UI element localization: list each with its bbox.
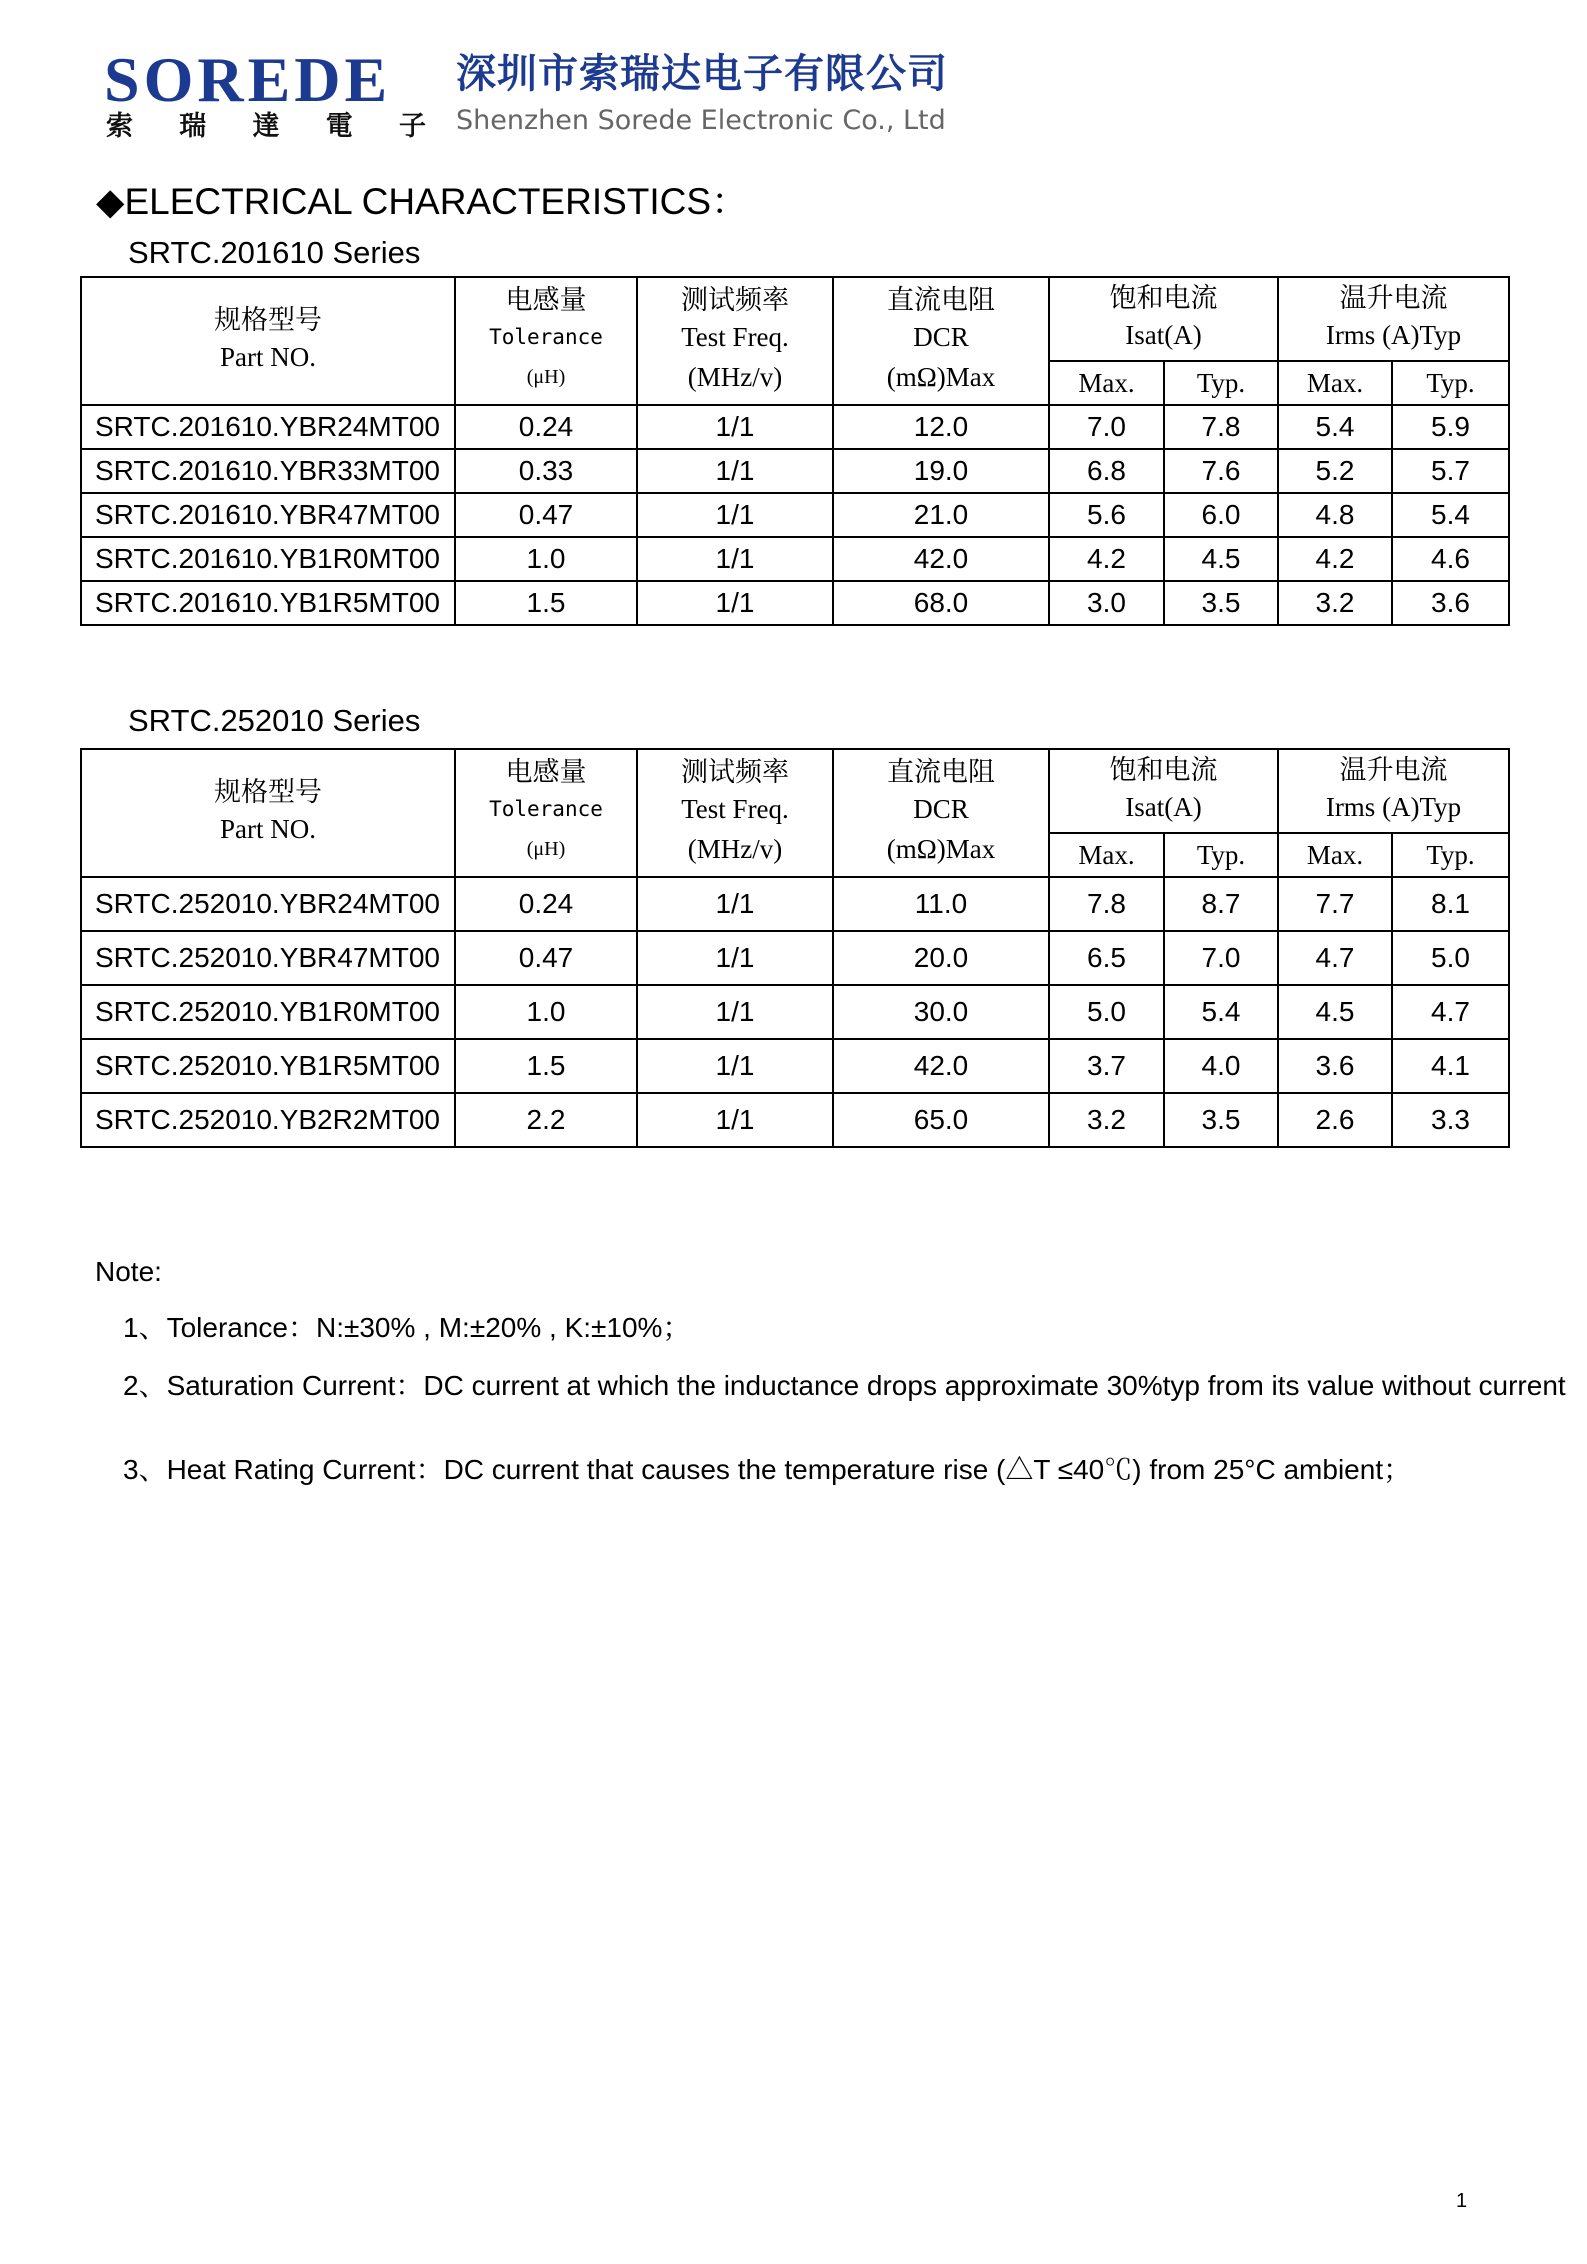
irms-typ-cell: 5.0 — [1392, 931, 1509, 985]
dcr-cell: 68.0 — [833, 581, 1049, 625]
test-freq-cell: 1/1 — [637, 493, 833, 537]
header-isat-en: Isat(A) — [1125, 320, 1202, 350]
irms-typ-cell: 4.7 — [1392, 985, 1509, 1039]
table-row — [81, 877, 1509, 931]
irms-max-cell: 3.2 — [1278, 581, 1392, 625]
part-number-cell: SRTC.252010.YB1R5MT00 — [81, 1039, 455, 1093]
inductance-cell: 1.0 — [455, 537, 637, 581]
test-freq-cell: 1/1 — [637, 877, 833, 931]
irms-max-cell: 5.2 — [1278, 449, 1392, 493]
test-freq-cell: 1/1 — [637, 537, 833, 581]
part-number-cell: SRTC.252010.YBR47MT00 — [81, 931, 455, 985]
header-part-no — [81, 277, 455, 405]
note-item-tolerance: 1、Tolerance：N:±30% , M:±20% , K:±10%； — [123, 1312, 691, 1343]
inductance-cell: 0.24 — [455, 405, 637, 449]
irms-typ-cell: 5.4 — [1392, 493, 1509, 537]
test-freq-cell: 1/1 — [637, 931, 833, 985]
header-isat-cn: 饱和电流 — [1109, 283, 1218, 314]
header-test-freq-cn: 测试频率 — [681, 757, 789, 788]
header-dcr-unit: (mΩ)Max — [886, 362, 996, 392]
irms-max-cell: 4.7 — [1278, 931, 1392, 985]
irms-max-cell: 2.6 — [1278, 1093, 1392, 1147]
irms-max-cell: 4.8 — [1278, 493, 1392, 537]
company-name-chinese: 深圳市索瑞达电子有限公司 — [456, 51, 948, 97]
header-irms-typ: Typ. — [1392, 361, 1509, 405]
irms-typ-cell: 3.6 — [1392, 581, 1509, 625]
test-freq-cell: 1/1 — [637, 985, 833, 1039]
inductance-cell: 0.47 — [455, 493, 637, 537]
header-isat — [1049, 277, 1278, 361]
inductance-cell: 1.5 — [455, 581, 637, 625]
irms-typ-cell: 3.3 — [1392, 1093, 1509, 1147]
header-part-no-cn: 规格型号 — [214, 777, 322, 808]
isat-typ-cell: 7.8 — [1164, 405, 1278, 449]
header-dcr-en: DCR — [913, 794, 969, 824]
spec-table-252010 — [80, 748, 1510, 1148]
irms-max-cell: 4.2 — [1278, 537, 1392, 581]
isat-typ-cell: 4.0 — [1164, 1039, 1278, 1093]
part-number-cell: SRTC.201610.YB1R5MT00 — [81, 581, 455, 625]
header-test-freq-en: Test Freq. — [681, 794, 789, 824]
notes-section — [95, 1255, 1566, 1485]
company-name — [456, 50, 948, 138]
logo-char: 瑞 — [179, 111, 207, 142]
irms-max-cell: 5.4 — [1278, 405, 1392, 449]
header-irms — [1278, 277, 1509, 361]
dcr-cell: 65.0 — [833, 1093, 1049, 1147]
logo-wordmark: SOREDE — [104, 44, 392, 115]
irms-typ-cell: 4.6 — [1392, 537, 1509, 581]
inductance-cell: 0.24 — [455, 877, 637, 931]
inductance-cell: 2.2 — [455, 1093, 637, 1147]
irms-typ-cell: 4.1 — [1392, 1039, 1509, 1093]
header-test-freq-cn: 测试频率 — [681, 285, 789, 316]
logo-char: 達 — [252, 111, 280, 142]
header-dcr — [833, 749, 1049, 877]
irms-max-cell: 3.6 — [1278, 1039, 1392, 1093]
table-row — [81, 537, 1509, 581]
header-inductance-tolerance: Tolerance — [489, 325, 603, 349]
dcr-cell: 11.0 — [833, 877, 1049, 931]
isat-typ-cell: 7.6 — [1164, 449, 1278, 493]
series-title: SRTC.252010 Series — [128, 703, 421, 738]
isat-max-cell: 7.8 — [1049, 877, 1164, 931]
isat-max-cell: 3.2 — [1049, 1093, 1164, 1147]
irms-typ-cell: 5.7 — [1392, 449, 1509, 493]
irms-max-cell: 7.7 — [1278, 877, 1392, 931]
table-row — [81, 493, 1509, 537]
header-irms-en: Irms (A)Typ — [1325, 320, 1462, 350]
header-test-freq — [637, 277, 833, 405]
table-row — [81, 1093, 1509, 1147]
part-number-cell: SRTC.201610.YBR24MT00 — [81, 405, 455, 449]
isat-typ-cell: 6.0 — [1164, 493, 1278, 537]
company-name-english: Shenzhen Sorede Electronic Co., Ltd — [456, 105, 946, 136]
notes-heading: Note: — [95, 1256, 162, 1287]
part-number-cell: SRTC.252010.YB2R2MT00 — [81, 1093, 455, 1147]
part-number-cell: SRTC.201610.YBR47MT00 — [81, 493, 455, 537]
header-isat-typ: Typ. — [1164, 833, 1278, 877]
table-row — [81, 449, 1509, 493]
header-irms-cn: 温升电流 — [1339, 755, 1448, 786]
table-row — [81, 931, 1509, 985]
logo-chinese-chars — [104, 112, 426, 142]
isat-max-cell: 6.8 — [1049, 449, 1164, 493]
part-number-cell: SRTC.201610.YBR33MT00 — [81, 449, 455, 493]
spec-table-201610 — [80, 276, 1510, 626]
isat-max-cell: 5.6 — [1049, 493, 1164, 537]
header-test-freq-unit: (MHz/v) — [687, 834, 783, 864]
header-dcr — [833, 277, 1049, 405]
inductance-cell: 1.0 — [455, 985, 637, 1039]
isat-max-cell: 5.0 — [1049, 985, 1164, 1039]
header-inductance — [455, 277, 637, 405]
test-freq-cell: 1/1 — [637, 1039, 833, 1093]
logo-char: 子 — [399, 111, 426, 142]
header-part-no-en: Part NO. — [220, 342, 316, 372]
header-isat-en: Isat(A) — [1125, 792, 1202, 822]
part-number-cell: SRTC.252010.YBR24MT00 — [81, 877, 455, 931]
table-row — [81, 405, 1509, 449]
header-dcr-unit: (mΩ)Max — [886, 834, 996, 864]
header-isat-cn: 饱和电流 — [1109, 755, 1218, 786]
dcr-cell: 20.0 — [833, 931, 1049, 985]
header-irms-cn: 温升电流 — [1339, 283, 1448, 314]
header-inductance-cn: 电感量 — [505, 757, 587, 788]
isat-typ-cell: 7.0 — [1164, 931, 1278, 985]
dcr-cell: 21.0 — [833, 493, 1049, 537]
inductance-cell: 0.33 — [455, 449, 637, 493]
dcr-cell: 42.0 — [833, 1039, 1049, 1093]
header-test-freq-en: Test Freq. — [681, 322, 789, 352]
header-inductance-tolerance: Tolerance — [489, 797, 603, 821]
header-inductance-unit: (μH) — [526, 366, 566, 388]
header-isat-max: Max. — [1049, 361, 1164, 405]
header-test-freq — [637, 749, 833, 877]
test-freq-cell: 1/1 — [637, 1093, 833, 1147]
header-inductance — [455, 749, 637, 877]
header-part-no-cn: 规格型号 — [214, 305, 322, 336]
irms-typ-cell: 8.1 — [1392, 877, 1509, 931]
header-isat — [1049, 749, 1278, 833]
page-number: 1 — [1456, 2190, 1468, 2212]
header-isat-typ: Typ. — [1164, 361, 1278, 405]
table-row — [81, 1039, 1509, 1093]
isat-typ-cell: 3.5 — [1164, 581, 1278, 625]
inductance-cell: 0.47 — [455, 931, 637, 985]
table-row — [81, 985, 1509, 1039]
isat-typ-cell: 4.5 — [1164, 537, 1278, 581]
irms-max-cell: 4.5 — [1278, 985, 1392, 1039]
logo-char: 索 — [106, 111, 133, 142]
header-inductance-cn: 电感量 — [505, 285, 587, 316]
header-irms-en: Irms (A)Typ — [1325, 792, 1462, 822]
note-item-heat-rating-current: 3、Heat Rating Current：DC current that causes the temperature rise (△T ≤40℃) from 25°C ambient； — [123, 1454, 1412, 1485]
header-dcr-cn: 直流电阻 — [887, 757, 995, 788]
isat-max-cell: 4.2 — [1049, 537, 1164, 581]
dcr-cell: 12.0 — [833, 405, 1049, 449]
table-row — [81, 581, 1509, 625]
logo-char: 電 — [325, 111, 353, 142]
test-freq-cell: 1/1 — [637, 405, 833, 449]
header-dcr-cn: 直流电阻 — [887, 285, 995, 316]
inductance-cell: 1.5 — [455, 1039, 637, 1093]
header-part-no — [81, 749, 455, 877]
test-freq-cell: 1/1 — [637, 581, 833, 625]
irms-typ-cell: 5.9 — [1392, 405, 1509, 449]
isat-max-cell: 6.5 — [1049, 931, 1164, 985]
test-freq-cell: 1/1 — [637, 449, 833, 493]
header-inductance-unit: (μH) — [526, 838, 566, 860]
header-dcr-en: DCR — [913, 322, 969, 352]
header-part-no-en: Part NO. — [220, 814, 316, 844]
note-item-saturation-current: 2、Saturation Current：DC current at which the inductance drops approximate 30%typ from its value without current — [123, 1370, 1566, 1401]
company-logo — [104, 44, 434, 142]
part-number-cell: SRTC.201610.YB1R0MT00 — [81, 537, 455, 581]
dcr-cell: 19.0 — [833, 449, 1049, 493]
dcr-cell: 30.0 — [833, 985, 1049, 1039]
section-title: ◆ELECTRICAL CHARACTERISTICS： — [96, 181, 749, 222]
dcr-cell: 42.0 — [833, 537, 1049, 581]
isat-typ-cell: 5.4 — [1164, 985, 1278, 1039]
header-test-freq-unit: (MHz/v) — [687, 362, 783, 392]
isat-typ-cell: 3.5 — [1164, 1093, 1278, 1147]
part-number-cell: SRTC.252010.YB1R0MT00 — [81, 985, 455, 1039]
isat-max-cell: 3.7 — [1049, 1039, 1164, 1093]
series-title: SRTC.201610 Series — [128, 235, 421, 270]
isat-max-cell: 7.0 — [1049, 405, 1164, 449]
header-irms — [1278, 749, 1509, 833]
header-irms-typ: Typ. — [1392, 833, 1509, 877]
header-irms-max: Max. — [1278, 833, 1392, 877]
header-isat-max: Max. — [1049, 833, 1164, 877]
header-irms-max: Max. — [1278, 361, 1392, 405]
isat-max-cell: 3.0 — [1049, 581, 1164, 625]
isat-typ-cell: 8.7 — [1164, 877, 1278, 931]
